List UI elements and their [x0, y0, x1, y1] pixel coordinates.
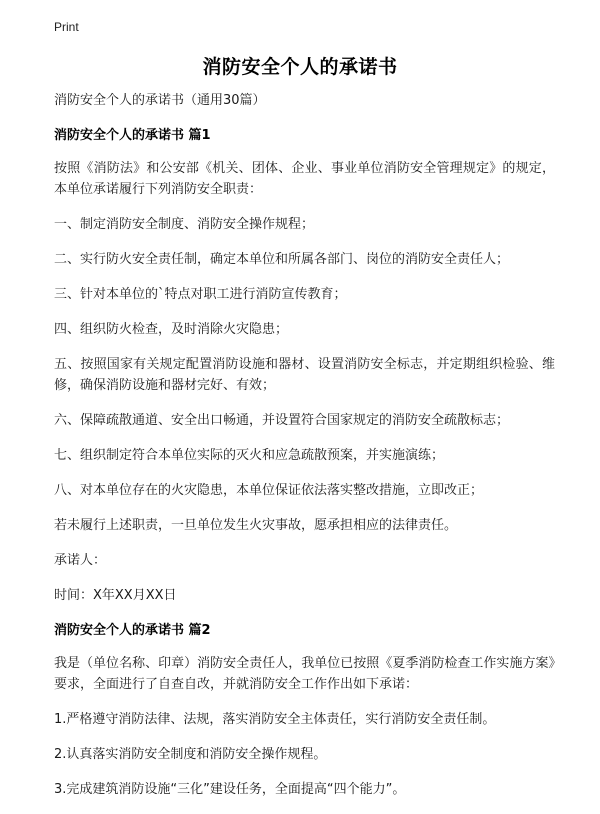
paragraph: 五、按照国家有关规定配置消防设施和器材、设置消防安全标志，并定期组织检验、维修，确保消防设施和器材完好、有效； — [54, 357, 555, 393]
paragraph: 1.严格遵守消防法律、法规，落实消防安全主体责任，实行消防安全责任制。 — [54, 712, 496, 727]
section-heading-1: 消防安全个人的承诺书 篇1 — [54, 128, 211, 143]
document-body — [54, 92, 555, 814]
document-subtitle: 消防安全个人的承诺书（通用30篇） — [54, 93, 266, 108]
paragraph: 三、针对本单位的`特点对职工进行消防宣传教育； — [54, 287, 347, 302]
paragraph: 六、保障疏散通道、安全出口畅通，并设置符合国家规定的消防安全疏散标志； — [54, 413, 510, 428]
print-link[interactable]: Print — [54, 20, 79, 34]
paragraph: 按照《消防法》和公安部《机关、团体、企业、事业单位消防安全管理规定》的规定，本单位承诺履行下列消防安全职责： — [54, 161, 555, 197]
paragraph: 八、对本单位存在的火灾隐患，本单位保证依法落实整改措施，立即改正； — [54, 483, 484, 498]
paragraph: 七、组织制定符合本单位实际的灭火和应急疏散预案，并实施演练； — [54, 448, 445, 463]
paragraph: 2.认真落实消防安全制度和消防安全操作规程。 — [54, 747, 327, 762]
document-title: 消防安全个人的承诺书 — [202, 56, 398, 78]
paragraph: 3.完成建筑消防设施“三化”建设任务，全面提高“四个能力”。 — [54, 782, 406, 797]
section-heading-2: 消防安全个人的承诺书 篇2 — [54, 623, 211, 638]
signer-label: 承诺人： — [54, 553, 107, 568]
paragraph: 二、实行防火安全责任制，确定本单位和所属各部门、岗位的消防安全责任人； — [54, 252, 510, 267]
date-line: 时间：X年XX月XX日 — [54, 588, 177, 603]
paragraph: 四、组织防火检查，及时消除火灾隐患； — [54, 322, 289, 337]
paragraph: 我是（单位名称、印章）消防安全责任人，我单位已按照《夏季消防检查工作实施方案》要求，全面进行了自查自改，并就消防安全工作作出如下承诺： — [54, 656, 555, 692]
paragraph: 一、制定消防安全制度、消防安全操作规程； — [54, 217, 315, 232]
paragraph: 若未履行上述职责，一旦单位发生火灾事故，愿承担相应的法律责任。 — [54, 518, 458, 533]
